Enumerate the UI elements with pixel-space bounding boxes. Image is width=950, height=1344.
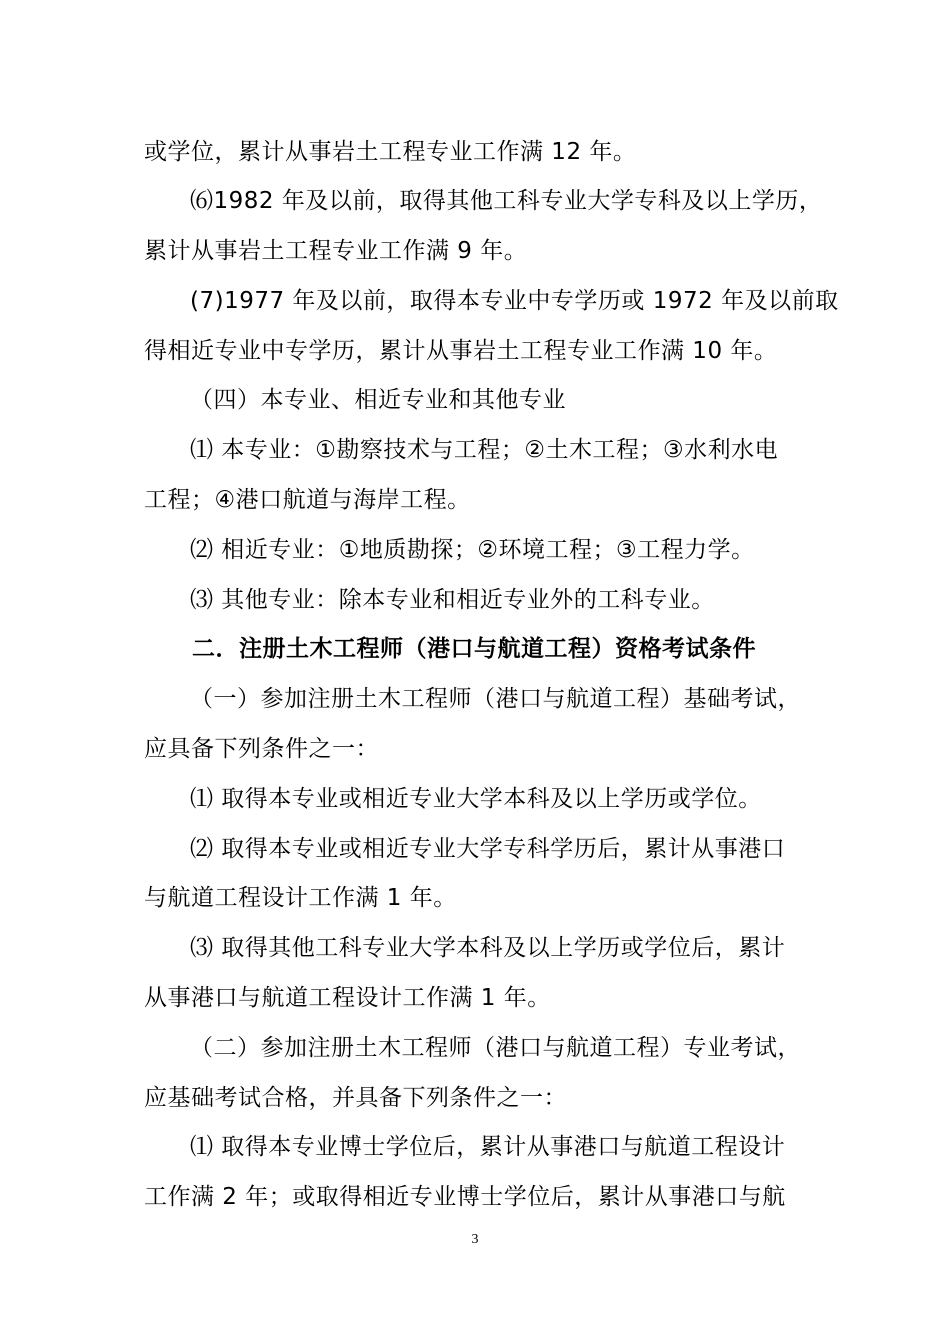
- paragraph-line: 或学位，累计从事岩土工程专业工作满 12 年。: [144, 139, 637, 165]
- list-item-3: ⑶ 取得其他工科专业大学本科及以上学历或学位后，累计: [190, 935, 786, 961]
- page-number: 3: [471, 1232, 479, 1247]
- list-item-7: (7)1977 年及以前，取得本专业中专学历或 1972 年及以前取: [190, 288, 839, 314]
- paragraph-line: 与航道工程设计工作满 1 年。: [144, 885, 457, 911]
- list-item-major: ⑴ 本专业：①勘察技术与工程；②土木工程；③水利水电: [190, 437, 779, 463]
- list-item-2: ⑵ 取得本专业或相近专业大学专科学历后，累计从事港口: [190, 836, 786, 862]
- list-item-1: ⑴ 取得本专业博士学位后，累计从事港口与航道工程设计: [190, 1134, 786, 1160]
- list-item-related-major: ⑵ 相近专业：①地质勘探；②环境工程；③工程力学。: [190, 537, 755, 563]
- section-heading-4: （四）本专业、相近专业和其他专业: [190, 387, 566, 413]
- paragraph-line: 应基础考试合格，并具备下列条件之一：: [144, 1085, 567, 1111]
- paragraph-line: 得相近专业中专学历，累计从事岩土工程专业工作满 10 年。: [144, 338, 778, 364]
- list-item-other-major: ⑶ 其他专业：除本专业和相近专业外的工科专业。: [190, 587, 715, 613]
- paragraph-line: 累计从事岩土工程专业工作满 9 年。: [144, 238, 528, 264]
- chapter-heading: 二．注册土木工程师（港口与航道工程）资格考试条件: [192, 636, 756, 662]
- list-item-1: ⑴ 取得本专业或相近专业大学本科及以上学历或学位。: [190, 786, 762, 812]
- section-heading-1: （一）参加注册土木工程师（港口与航道工程）基础考试，: [190, 686, 801, 712]
- section-heading-2: （二）参加注册土木工程师（港口与航道工程）专业考试，: [190, 1035, 801, 1061]
- list-item-6: ⑹1982 年及以前，取得其他工科专业大学专科及以上学历，: [190, 188, 823, 214]
- paragraph-line: 工作满 2 年；或取得相近专业博士学位后，累计从事港口与航: [144, 1184, 786, 1210]
- paragraph-line: 从事港口与航道工程设计工作满 1 年。: [144, 985, 551, 1011]
- paragraph-line: 应具备下列条件之一：: [144, 736, 379, 762]
- paragraph-line: 工程；④港口航道与海岸工程。: [144, 487, 471, 513]
